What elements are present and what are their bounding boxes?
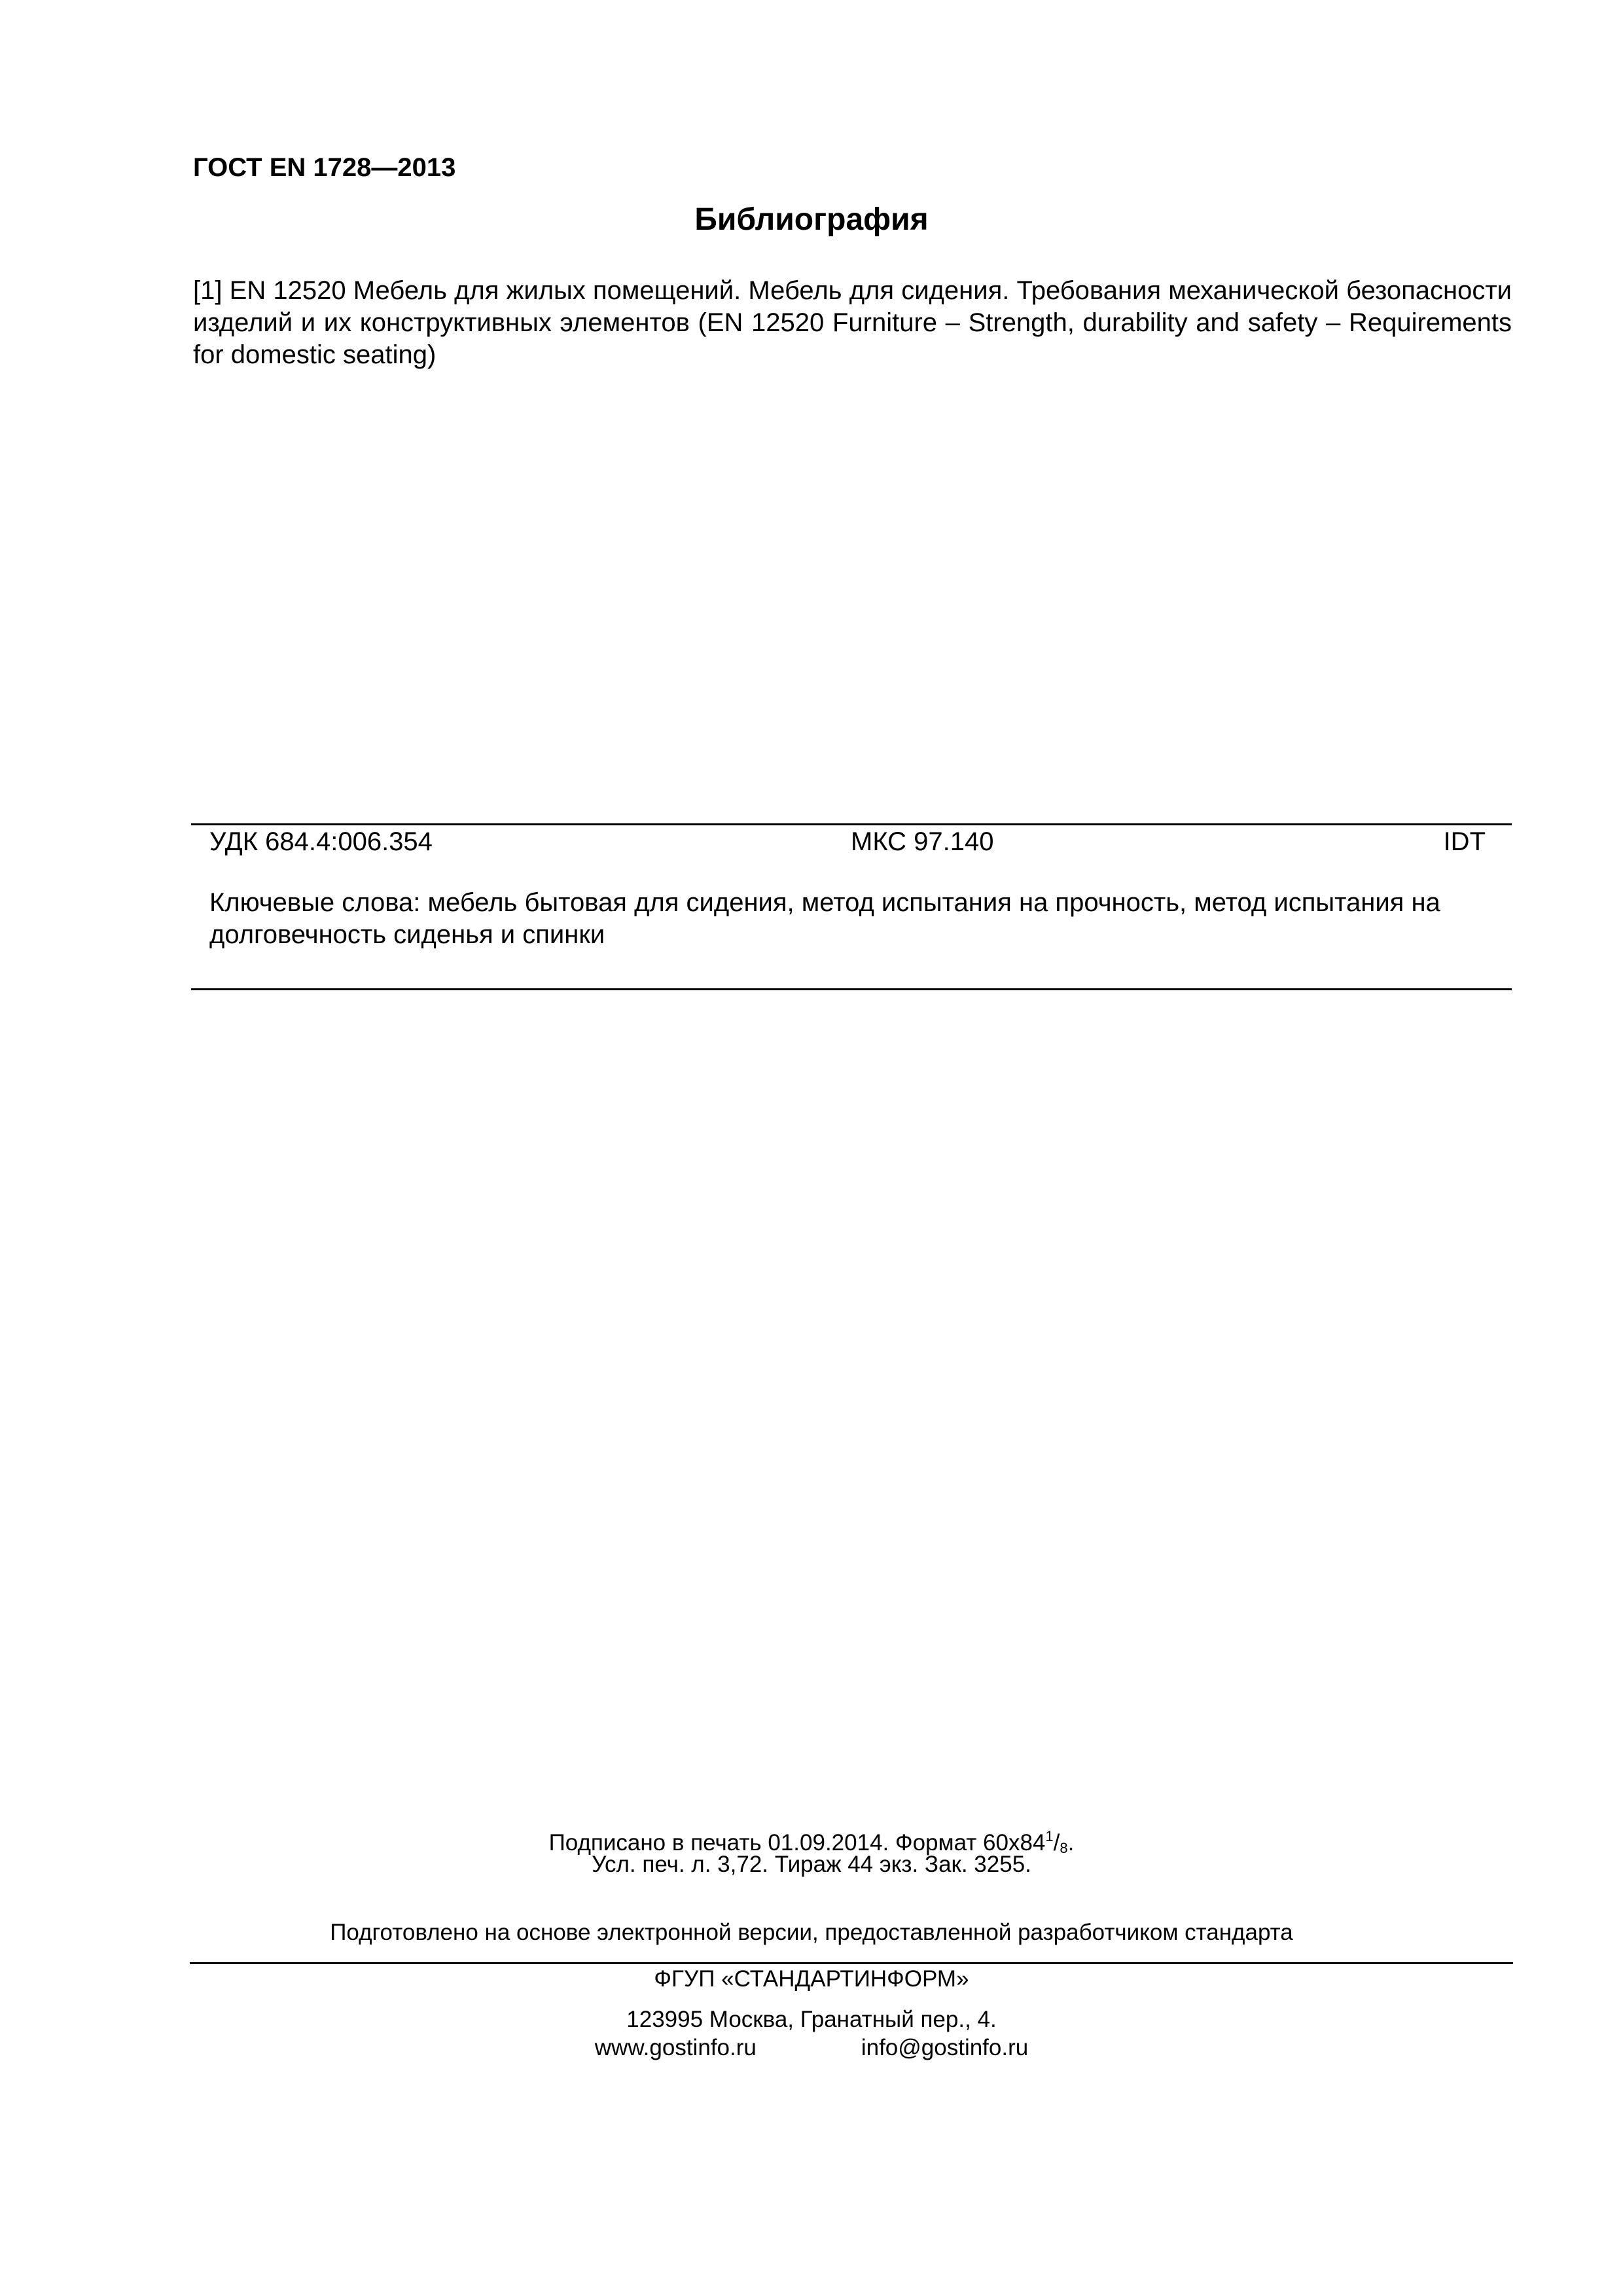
keywords-bottom-divider [191, 988, 1512, 990]
publisher-contacts [0, 2034, 1623, 2062]
imprint-print-details: Усл. печ. л. 3,72. Тираж 44 экз. Зак. 3255. [592, 1852, 1031, 1877]
classification-top-divider [191, 823, 1512, 825]
publisher-website-link[interactable]: www.gostinfo.ru [594, 2035, 757, 2060]
imprint-signed: Подписано в печать 01.09.2014. Формат $60х84^1/_8$. [548, 1828, 1075, 1856]
mks-code: МКС 97.140 [851, 827, 994, 856]
keywords: Ключевые слова: мебель бытовая для сидения, метод испытания на прочность, метод испытания на долговечность сиденья и спинки [209, 888, 1440, 949]
idt-label: IDT [1443, 827, 1486, 856]
publisher-email-link[interactable]: info@gostinfo.ru [861, 2035, 1029, 2060]
publisher-divider [190, 1962, 1513, 1964]
publisher-address: 123995 Москва, Гранатный пер., 4. [626, 2007, 997, 2032]
udk-code: УДК 684.4:006.354 [209, 827, 433, 856]
document-code: ГОСТ EN 1728—2013 [193, 153, 456, 182]
bibliography-title: Библиография [694, 202, 929, 237]
imprint-prepared-note: Подготовлено на основе электронной версии, предоставленной разработчиком стандарта [330, 1920, 1293, 1945]
format-fraction-numerator: 1 [1045, 1828, 1054, 1844]
publisher-name: ФГУП «СТАНДАРТИНФОРМ» [654, 1966, 969, 1992]
format-fraction-denominator: 8 [1060, 1840, 1068, 1856]
imprint-signed-text: Подписано в печать 01.09.2014. Формат 60х84 [548, 1830, 1046, 1856]
bibliography-entry: [1] EN 12520 Мебель для жилых помещений. Мебель для сидения. Требования механической безопасности изделий и их конструктивных элементов (EN 12520 Furniture – Strength, durability and safety – Requirements for domestic seating) [193, 276, 1512, 369]
imprint-signed-suffix: . [1067, 1830, 1075, 1856]
